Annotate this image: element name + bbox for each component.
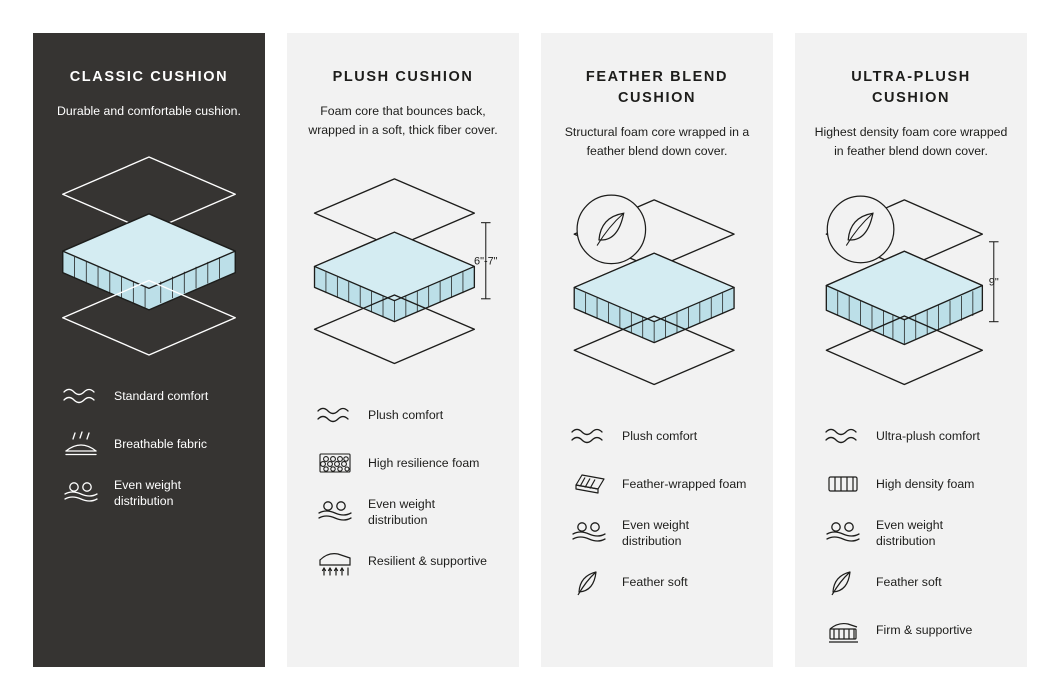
feature-label: Plush comfort bbox=[622, 429, 698, 444]
leaf-badge bbox=[577, 195, 646, 264]
card-description: Highest density foam core wrapped in feather blend down cover. bbox=[814, 125, 1008, 159]
list-item bbox=[315, 547, 501, 577]
feature-label: Firm & supportive bbox=[876, 623, 973, 638]
card-ultra-plush-cushion bbox=[795, 33, 1027, 667]
page-title: ULTRA-PLUSH CUSHION bbox=[851, 69, 971, 107]
list-item bbox=[823, 469, 1009, 499]
cushion-layers-svg bbox=[559, 181, 755, 411]
list-item bbox=[569, 421, 755, 451]
cushion-layers-svg bbox=[51, 141, 247, 371]
cushion-exploded-diagram bbox=[559, 177, 755, 415]
list-item bbox=[61, 429, 247, 459]
dimension-label: 6"-7" bbox=[473, 255, 498, 268]
cushion-exploded-diagram bbox=[51, 137, 247, 375]
list-item bbox=[569, 517, 755, 549]
feature-list bbox=[559, 421, 755, 597]
list-item bbox=[823, 568, 1009, 598]
feature-label: Even weight distribution bbox=[114, 478, 181, 509]
feature-label: Breathable fabric bbox=[114, 436, 207, 451]
firm-support-icon bbox=[823, 616, 863, 646]
leaf-icon bbox=[569, 568, 609, 598]
feature-list bbox=[305, 400, 501, 576]
list-item bbox=[61, 477, 247, 509]
cushion-layers-svg bbox=[305, 160, 501, 390]
feature-label: Even weight distribution bbox=[368, 497, 435, 528]
card-feather-blend-cushion bbox=[541, 33, 773, 667]
feature-label: Even weight distribution bbox=[622, 518, 689, 549]
high-density-foam-icon bbox=[823, 469, 863, 499]
feature-label: Plush comfort bbox=[368, 408, 444, 422]
wave-comfort-icon bbox=[315, 400, 355, 430]
feature-list bbox=[51, 381, 247, 509]
page-title: FEATHER BLEND CUSHION bbox=[585, 69, 729, 107]
card-plush-cushion bbox=[287, 33, 519, 667]
wave-comfort-icon bbox=[823, 421, 863, 451]
page-title: CLASSIC CUSHION bbox=[69, 69, 229, 85]
wave-comfort-icon bbox=[61, 381, 101, 411]
feature-label: Ultra-plush comfort bbox=[876, 429, 980, 444]
list-item bbox=[823, 517, 1009, 549]
feather-wrapped-foam-icon bbox=[569, 469, 609, 499]
list-item bbox=[315, 400, 501, 430]
feature-label: Feather-wrapped foam bbox=[622, 477, 747, 492]
cushion-exploded-diagram bbox=[813, 177, 1009, 415]
card-description: Foam core that bounces back, wrapped in a soft, thick fiber cover. bbox=[308, 104, 498, 138]
feature-label: Even weight distribution bbox=[876, 518, 943, 549]
even-weight-icon bbox=[315, 497, 355, 527]
feature-label: Standard comfort bbox=[114, 388, 209, 403]
dimension-label: 9" bbox=[988, 276, 999, 289]
card-description: Durable and comfortable cushion. bbox=[57, 104, 241, 119]
list-item bbox=[569, 469, 755, 499]
leaf-icon bbox=[823, 568, 863, 598]
breathable-fabric-icon bbox=[61, 429, 101, 459]
list-item bbox=[569, 568, 755, 598]
feature-label: High resilience foam bbox=[368, 456, 480, 470]
list-item bbox=[315, 448, 501, 478]
list-item bbox=[823, 421, 1009, 451]
cushion-layers-svg bbox=[813, 181, 1009, 411]
page-title: PLUSH CUSHION bbox=[332, 69, 474, 85]
feature-label: Feather soft bbox=[876, 575, 942, 590]
even-weight-icon bbox=[61, 478, 101, 508]
list-item bbox=[315, 496, 501, 528]
list-item bbox=[61, 381, 247, 411]
wave-comfort-icon bbox=[569, 421, 609, 451]
even-weight-icon bbox=[823, 518, 863, 548]
feature-label: Feather soft bbox=[622, 575, 688, 590]
cushion-exploded-diagram bbox=[305, 156, 501, 394]
feature-label: Resilient & supportive bbox=[368, 554, 487, 569]
resilient-support-icon bbox=[315, 547, 355, 577]
card-description: Structural foam core wrapped in a feather blend down cover. bbox=[564, 125, 750, 159]
leaf-badge bbox=[827, 196, 894, 263]
honeycomb-foam-icon bbox=[315, 448, 355, 478]
even-weight-icon bbox=[569, 518, 609, 548]
feature-list bbox=[813, 421, 1009, 645]
list-item bbox=[823, 616, 1009, 646]
card-classic-cushion bbox=[33, 33, 265, 667]
feature-label: High density foam bbox=[876, 477, 975, 492]
